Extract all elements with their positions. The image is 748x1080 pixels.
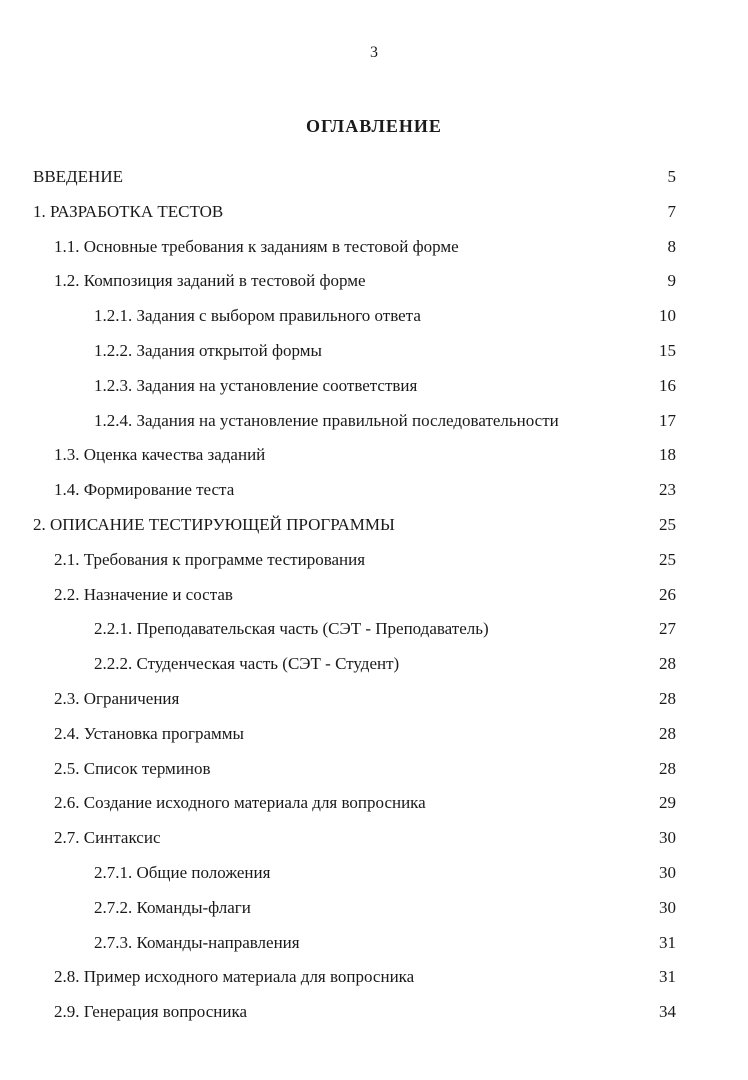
toc-entry-page: 34 (659, 1002, 676, 1022)
toc-entry-title: 1.2.3. Задания на установление соответствия (94, 375, 418, 395)
toc-entry-page: 28 (659, 758, 676, 778)
toc-entry-title: 2.2. Назначение и состав (54, 584, 233, 604)
toc-entry-title: 1.4. Формирование теста (54, 480, 235, 500)
toc-entry-page: 15 (659, 340, 676, 360)
toc-entry-title: 2.5. Список терминов (54, 758, 211, 778)
toc-entry-title: 1.2.1. Задания с выбором правильного ответа (94, 306, 421, 326)
toc-entry (0, 543, 748, 578)
toc-entry-title: 1.3. Оценка качества заданий (54, 445, 266, 465)
toc-entry-page: 28 (659, 723, 676, 743)
toc-entry (0, 230, 748, 265)
toc-entry-title: 1.2.2. Задания открытой формы (94, 340, 322, 360)
toc-entry (0, 752, 748, 787)
toc-entry-title: 1.2.4. Задания на установление правильной последовательности (94, 410, 559, 430)
toc-entry-title: 2.2.1. Преподавательская часть (СЭТ - Преподаватель) (94, 619, 489, 639)
toc-entry (0, 369, 748, 404)
toc-entry (0, 508, 748, 543)
toc-entry (0, 473, 748, 508)
toc-entry (0, 821, 748, 856)
toc-entry (0, 995, 748, 1030)
toc-title: ОГЛАВЛЕНИЕ (306, 116, 442, 136)
toc-entry-title: 2.7.2. Команды-флаги (94, 897, 251, 917)
toc-entry (0, 195, 748, 230)
toc-entry (0, 334, 748, 369)
toc-entry-page: 25 (659, 514, 676, 534)
toc-entry-page: 31 (659, 967, 676, 987)
toc-entry-title: 1.2. Композиция заданий в тестовой форме (54, 271, 366, 291)
toc-entry (0, 891, 748, 926)
toc-entry (0, 160, 748, 195)
toc-entry-page: 30 (659, 862, 676, 882)
toc-entry-page: 17 (659, 410, 676, 430)
toc-entry-page: 26 (659, 584, 676, 604)
toc-entry (0, 682, 748, 717)
toc-entry-page: 29 (659, 793, 676, 813)
toc-entry-title: 2.7. Синтаксис (54, 828, 161, 848)
toc-entry-page: 28 (659, 654, 676, 674)
table-of-contents (0, 160, 748, 1030)
toc-entry (0, 612, 748, 647)
toc-entry-page: 9 (667, 271, 676, 291)
toc-entry-title: 2.4. Установка программы (54, 723, 244, 743)
toc-entry-title: 1.1. Основные требования к заданиям в тестовой форме (54, 236, 459, 256)
toc-entry (0, 647, 748, 682)
toc-entry-title: 2.2.2. Студенческая часть (СЭТ - Студент) (94, 654, 400, 674)
toc-entry-page: 25 (659, 549, 676, 569)
toc-entry (0, 264, 748, 299)
toc-entry (0, 578, 748, 613)
toc-entry-title: 2.9. Генерация вопросника (54, 1002, 248, 1022)
toc-entry-title: 1. РАЗРАБОТКА ТЕСТОВ (33, 201, 224, 221)
toc-entry-page: 30 (659, 828, 676, 848)
toc-entry-title: ВВЕДЕНИЕ (33, 167, 123, 186)
toc-entry (0, 299, 748, 334)
toc-entry (0, 926, 748, 961)
toc-entry-page: 28 (659, 688, 676, 708)
toc-entry-title: 2.3. Ограничения (54, 688, 180, 708)
toc-entry-title: 2.7.1. Общие положения (94, 862, 271, 882)
toc-entry-title: 2.7.3. Команды-направления (94, 932, 300, 952)
toc-entry (0, 438, 748, 473)
toc-entry (0, 786, 748, 821)
toc-entry-page: 23 (659, 480, 676, 500)
toc-entry-page: 30 (659, 897, 676, 917)
toc-entry-title: 2.1. Требования к программе тестирования (54, 549, 366, 569)
toc-entry (0, 960, 748, 995)
toc-entry-page: 31 (659, 932, 676, 952)
toc-entry (0, 717, 748, 752)
toc-entry-page: 7 (667, 201, 676, 221)
toc-entry-page: 18 (659, 445, 676, 465)
toc-entry (0, 856, 748, 891)
toc-entry-title: 2.6. Создание исходного материала для вопросника (54, 793, 426, 813)
page-number: 3 (370, 44, 378, 61)
toc-entry (0, 404, 748, 439)
toc-entry-page: 27 (659, 619, 676, 639)
toc-entry-title: 2.8. Пример исходного материала для вопросника (54, 967, 415, 987)
toc-entry-title: 2. ОПИСАНИЕ ТЕСТИРУЮЩЕЙ ПРОГРАММЫ (33, 514, 395, 534)
toc-entry-page: 16 (659, 375, 676, 395)
toc-entry-page: 5 (667, 167, 676, 186)
toc-entry-page: 10 (659, 306, 676, 326)
toc-entry-page: 8 (667, 236, 676, 256)
